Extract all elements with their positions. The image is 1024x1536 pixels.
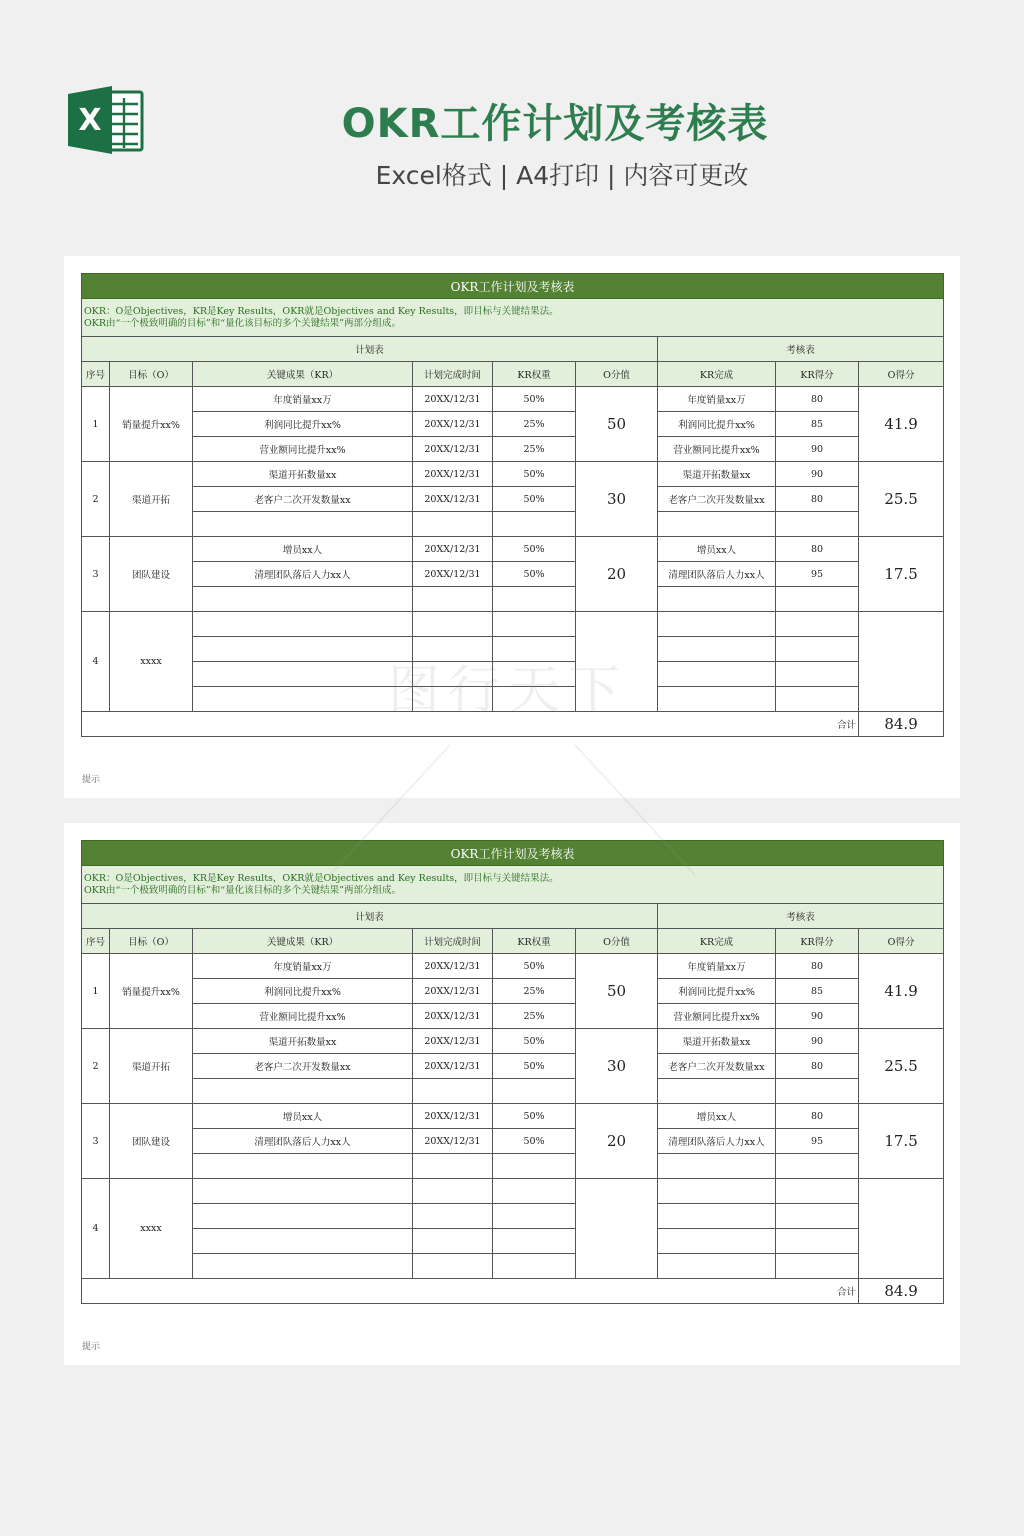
date-cell	[413, 512, 493, 537]
kr-done-cell	[658, 1079, 776, 1104]
weight-cell: 50%	[493, 462, 576, 487]
table-row	[82, 662, 944, 687]
column-header: KR权重	[493, 929, 576, 954]
objective-cell: 渠道开拓	[110, 462, 193, 537]
date-cell: 20XX/12/31	[413, 562, 493, 587]
column-header: KR得分	[776, 929, 859, 954]
date-cell	[413, 1229, 493, 1254]
kr-score-cell: 80	[776, 1054, 859, 1079]
kr-done-cell: 清理团队落后人力xx人	[658, 562, 776, 587]
okr-table	[81, 273, 944, 737]
note-text: 提示	[82, 1342, 101, 1352]
table-row	[82, 637, 944, 662]
note-text: 提示	[82, 775, 101, 785]
date-cell: 20XX/12/31	[413, 1054, 493, 1079]
section-header-row	[82, 904, 944, 929]
date-cell	[413, 637, 493, 662]
table-row	[82, 954, 944, 979]
weight-cell: 25%	[493, 1004, 576, 1029]
kr-done-cell: 利润同比提升xx%	[658, 979, 776, 1004]
section-plan: 计划表	[82, 337, 658, 362]
weight-cell: 25%	[493, 979, 576, 1004]
kr-cell: 清理团队落后人力xx人	[193, 1129, 413, 1154]
objective-cell: 渠道开拓	[110, 1029, 193, 1104]
date-cell: 20XX/12/31	[413, 1029, 493, 1054]
o-value-cell	[576, 1179, 658, 1279]
date-cell	[413, 1254, 493, 1279]
kr-score-cell: 90	[776, 462, 859, 487]
kr-done-cell: 老客户二次开发数量xx	[658, 1054, 776, 1079]
kr-done-cell	[658, 1229, 776, 1254]
weight-cell: 50%	[493, 954, 576, 979]
kr-score-cell: 80	[776, 1104, 859, 1129]
kr-done-cell: 年度销量xx万	[658, 954, 776, 979]
kr-done-cell: 增员xx人	[658, 537, 776, 562]
kr-cell: 渠道开拓数量xx	[193, 462, 413, 487]
column-header: KR完成	[658, 362, 776, 387]
kr-done-cell: 营业额同比提升xx%	[658, 1004, 776, 1029]
weight-cell	[493, 587, 576, 612]
section-header-row	[82, 337, 944, 362]
section-review: 考核表	[658, 337, 944, 362]
o-score-cell	[859, 612, 944, 712]
kr-score-cell	[776, 1179, 859, 1204]
kr-done-cell: 利润同比提升xx%	[658, 412, 776, 437]
weight-cell	[493, 512, 576, 537]
kr-score-cell	[776, 512, 859, 537]
kr-score-cell: 80	[776, 954, 859, 979]
column-header: 计划完成时间	[413, 929, 493, 954]
kr-cell: 渠道开拓数量xx	[193, 1029, 413, 1054]
o-value-cell: 30	[576, 462, 658, 537]
kr-cell: 清理团队落后人力xx人	[193, 562, 413, 587]
weight-cell: 50%	[493, 1104, 576, 1129]
kr-score-cell	[776, 612, 859, 637]
description-row	[82, 299, 944, 337]
o-score-cell	[859, 1179, 944, 1279]
kr-cell	[193, 1204, 413, 1229]
date-cell	[413, 587, 493, 612]
kr-cell: 营业额同比提升xx%	[193, 1004, 413, 1029]
kr-score-cell	[776, 1154, 859, 1179]
date-cell: 20XX/12/31	[413, 537, 493, 562]
total-row	[82, 1279, 944, 1304]
row-number: 4	[82, 612, 110, 712]
weight-cell	[493, 1204, 576, 1229]
kr-done-cell	[658, 1204, 776, 1229]
date-cell: 20XX/12/31	[413, 1129, 493, 1154]
o-score-cell: 41.9	[859, 954, 944, 1029]
kr-cell	[193, 687, 413, 712]
weight-cell	[493, 1154, 576, 1179]
table-row	[82, 1079, 944, 1104]
column-header: 关键成果（KR）	[193, 929, 413, 954]
column-header-row	[82, 362, 944, 387]
table-title: OKR工作计划及考核表	[82, 841, 944, 866]
kr-score-cell: 80	[776, 387, 859, 412]
kr-cell: 老客户二次开发数量xx	[193, 487, 413, 512]
date-cell: 20XX/12/31	[413, 437, 493, 462]
row-number: 3	[82, 537, 110, 612]
column-header: O分值	[576, 362, 658, 387]
column-header: KR得分	[776, 362, 859, 387]
objective-cell: xxxx	[110, 1179, 193, 1279]
description-line-1: OKR：O是Objectives，KR是Key Results，OKR就是Objectives and Key Results，即目标与关键结果法。	[84, 872, 559, 884]
kr-score-cell: 95	[776, 1129, 859, 1154]
weight-cell: 50%	[493, 487, 576, 512]
kr-cell	[193, 1079, 413, 1104]
kr-done-cell: 清理团队落后人力xx人	[658, 1129, 776, 1154]
table-row	[82, 562, 944, 587]
objective-cell: 销量提升xx%	[110, 387, 193, 462]
date-cell: 20XX/12/31	[413, 462, 493, 487]
kr-done-cell	[658, 1154, 776, 1179]
o-value-cell: 50	[576, 954, 658, 1029]
sheet-preview-1	[64, 256, 960, 798]
total-label: 合计	[82, 712, 859, 737]
row-number: 1	[82, 954, 110, 1029]
row-number: 1	[82, 387, 110, 462]
kr-cell	[193, 662, 413, 687]
date-cell: 20XX/12/31	[413, 954, 493, 979]
page-title: OKR工作计划及考核表	[341, 101, 769, 147]
kr-cell: 营业额同比提升xx%	[193, 437, 413, 462]
column-header: KR完成	[658, 929, 776, 954]
kr-score-cell: 85	[776, 412, 859, 437]
date-cell	[413, 687, 493, 712]
row-number: 2	[82, 1029, 110, 1104]
description-line-2: OKR由“一个极致明确的目标”和“量化该目标的多个关键结果”两部分组成。	[84, 884, 401, 896]
date-cell: 20XX/12/31	[413, 979, 493, 1004]
kr-cell: 利润同比提升xx%	[193, 979, 413, 1004]
objective-cell: 团队建设	[110, 1104, 193, 1179]
weight-cell	[493, 1079, 576, 1104]
page-header	[0, 0, 1024, 220]
column-header: 关键成果（KR）	[193, 362, 413, 387]
table-row	[82, 979, 944, 1004]
table-row	[82, 437, 944, 462]
kr-score-cell	[776, 662, 859, 687]
table-row	[82, 1154, 944, 1179]
table-row	[82, 537, 944, 562]
date-cell	[413, 1179, 493, 1204]
table-row	[82, 1254, 944, 1279]
o-score-cell: 25.5	[859, 1029, 944, 1104]
total-value: 84.9	[859, 1279, 944, 1304]
o-value-cell: 50	[576, 387, 658, 462]
weight-cell: 50%	[493, 387, 576, 412]
kr-score-cell	[776, 687, 859, 712]
column-header: KR权重	[493, 362, 576, 387]
kr-cell	[193, 612, 413, 637]
o-score-cell: 25.5	[859, 462, 944, 537]
table-row	[82, 387, 944, 412]
kr-score-cell	[776, 1079, 859, 1104]
kr-cell: 增员xx人	[193, 537, 413, 562]
page-subtitle: Excel格式 | A4打印 | 内容可更改	[375, 161, 749, 190]
o-value-cell	[576, 612, 658, 712]
total-value: 84.9	[859, 712, 944, 737]
kr-score-cell: 80	[776, 487, 859, 512]
kr-cell	[193, 1254, 413, 1279]
kr-score-cell: 85	[776, 979, 859, 1004]
kr-score-cell	[776, 1229, 859, 1254]
description-row	[82, 866, 944, 904]
weight-cell: 50%	[493, 537, 576, 562]
kr-score-cell: 90	[776, 1004, 859, 1029]
kr-cell	[193, 1179, 413, 1204]
kr-done-cell: 增员xx人	[658, 1104, 776, 1129]
kr-score-cell: 90	[776, 1029, 859, 1054]
column-header: 序号	[82, 362, 110, 387]
kr-cell	[193, 512, 413, 537]
o-score-cell: 41.9	[859, 387, 944, 462]
kr-cell: 年度销量xx万	[193, 387, 413, 412]
weight-cell	[493, 637, 576, 662]
weight-cell	[493, 662, 576, 687]
column-header: O得分	[859, 362, 944, 387]
section-plan: 计划表	[82, 904, 658, 929]
date-cell: 20XX/12/31	[413, 412, 493, 437]
date-cell	[413, 1154, 493, 1179]
weight-cell: 50%	[493, 1054, 576, 1079]
weight-cell: 25%	[493, 412, 576, 437]
weight-cell: 25%	[493, 437, 576, 462]
table-row	[82, 487, 944, 512]
kr-cell: 增员xx人	[193, 1104, 413, 1129]
kr-done-cell	[658, 512, 776, 537]
row-number: 4	[82, 1179, 110, 1279]
kr-cell: 老客户二次开发数量xx	[193, 1054, 413, 1079]
section-review: 考核表	[658, 904, 944, 929]
table-title: OKR工作计划及考核表	[82, 274, 944, 299]
row-number: 3	[82, 1104, 110, 1179]
column-header: 目标（O）	[110, 362, 193, 387]
table-title-row	[82, 841, 944, 866]
kr-done-cell	[658, 587, 776, 612]
table-row	[82, 1179, 944, 1204]
description-line-2: OKR由“一个极致明确的目标”和“量化该目标的多个关键结果”两部分组成。	[84, 317, 401, 329]
kr-score-cell	[776, 587, 859, 612]
date-cell	[413, 612, 493, 637]
date-cell: 20XX/12/31	[413, 387, 493, 412]
column-header: O分值	[576, 929, 658, 954]
table-row	[82, 1204, 944, 1229]
column-header: 序号	[82, 929, 110, 954]
sheet-preview-2	[64, 823, 960, 1365]
column-header-row	[82, 929, 944, 954]
kr-score-cell: 95	[776, 562, 859, 587]
kr-done-cell: 年度销量xx万	[658, 387, 776, 412]
weight-cell	[493, 687, 576, 712]
table-row	[82, 1054, 944, 1079]
weight-cell	[493, 1254, 576, 1279]
o-score-cell: 17.5	[859, 1104, 944, 1179]
kr-done-cell: 渠道开拓数量xx	[658, 462, 776, 487]
kr-done-cell	[658, 662, 776, 687]
date-cell: 20XX/12/31	[413, 1004, 493, 1029]
kr-done-cell: 渠道开拓数量xx	[658, 1029, 776, 1054]
total-row	[82, 712, 944, 737]
objective-cell: 团队建设	[110, 537, 193, 612]
okr-table	[81, 840, 944, 1304]
objective-cell: 销量提升xx%	[110, 954, 193, 1029]
kr-score-cell: 80	[776, 537, 859, 562]
kr-cell	[193, 1229, 413, 1254]
weight-cell: 50%	[493, 562, 576, 587]
date-cell	[413, 1204, 493, 1229]
kr-cell: 利润同比提升xx%	[193, 412, 413, 437]
table-row	[82, 1129, 944, 1154]
weight-cell: 50%	[493, 1129, 576, 1154]
kr-cell: 年度销量xx万	[193, 954, 413, 979]
o-value-cell: 20	[576, 537, 658, 612]
kr-cell	[193, 637, 413, 662]
kr-cell	[193, 587, 413, 612]
description-line-1: OKR：O是Objectives，KR是Key Results，OKR就是Objectives and Key Results，即目标与关键结果法。	[84, 305, 559, 317]
column-header: 计划完成时间	[413, 362, 493, 387]
kr-done-cell: 老客户二次开发数量xx	[658, 487, 776, 512]
weight-cell: 50%	[493, 1029, 576, 1054]
o-value-cell: 20	[576, 1104, 658, 1179]
table-row	[82, 687, 944, 712]
kr-cell	[193, 1154, 413, 1179]
weight-cell	[493, 1229, 576, 1254]
objective-cell: xxxx	[110, 612, 193, 712]
kr-done-cell	[658, 1254, 776, 1279]
kr-done-cell	[658, 637, 776, 662]
description-cell	[82, 866, 944, 904]
table-row	[82, 1004, 944, 1029]
o-value-cell: 30	[576, 1029, 658, 1104]
kr-done-cell	[658, 612, 776, 637]
date-cell	[413, 662, 493, 687]
table-row	[82, 587, 944, 612]
excel-logo-letter: X	[78, 103, 102, 138]
total-label: 合计	[82, 1279, 859, 1304]
date-cell: 20XX/12/31	[413, 1104, 493, 1129]
table-row	[82, 1029, 944, 1054]
table-title-row	[82, 274, 944, 299]
kr-score-cell	[776, 1204, 859, 1229]
kr-score-cell	[776, 1254, 859, 1279]
kr-score-cell	[776, 637, 859, 662]
kr-done-cell: 营业额同比提升xx%	[658, 437, 776, 462]
table-row	[82, 512, 944, 537]
weight-cell	[493, 612, 576, 637]
o-score-cell: 17.5	[859, 537, 944, 612]
column-header: O得分	[859, 929, 944, 954]
weight-cell	[493, 1179, 576, 1204]
row-number: 2	[82, 462, 110, 537]
date-cell: 20XX/12/31	[413, 487, 493, 512]
table-row	[82, 462, 944, 487]
kr-score-cell: 90	[776, 437, 859, 462]
description-cell	[82, 299, 944, 337]
table-row	[82, 412, 944, 437]
table-row	[82, 1229, 944, 1254]
date-cell	[413, 1079, 493, 1104]
kr-done-cell	[658, 1179, 776, 1204]
column-header: 目标（O）	[110, 929, 193, 954]
table-row	[82, 612, 944, 637]
table-row	[82, 1104, 944, 1129]
kr-done-cell	[658, 687, 776, 712]
